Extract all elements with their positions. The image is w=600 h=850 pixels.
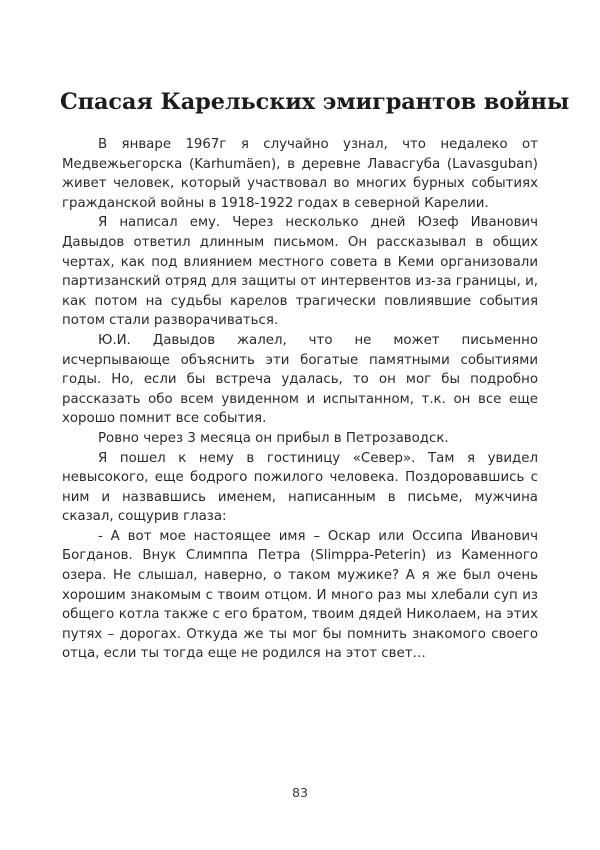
paragraph: Я пошел к нему в гостиницу «Север». Там я увидел невысокого, еще бодрого пожилого человека. Поздоровавшись с ним и назвавшись именем, написанным в письме, мужчина сказал, сощурив глаза: xyxy=(62,450,538,525)
paragraph: Я написал ему. Через несколько дней Юзеф Иванович Давыдов ответил длинным письмом. Он рассказывал в общих чертах, как под влиянием местного совета в Кеми организовали партизанский отряд для защиты от интервентов из-за границы, и, как потом на судьбы карелов трагически повлиявшие события потом стали разворачиваться. xyxy=(62,215,538,329)
paragraph: Ю.И. Давыдов жалел, что не может письменно исчерпывающе объяснить эти богатые памятными событиями годы. Но, если бы встреча удалась, то он мог бы подробно рассказать обо всем увиденном и испытанном, т.к. он все еще хорошо помнит все события. xyxy=(62,332,538,427)
paragraph: - А вот мое настоящее имя – Оскар или Оссипа Иванович Богданов. Внук Слимппа Петра (Slimppa-Peterin) из Каменного озера. Не слышал, наверно, о таком мужике? А я же был очень хорошим знакомым с твоим отцом. И много раз мы хлебали суп из общего котла также с его братом, твоим дядей Николаем, на этих путях – дорогах. Откуда же ты мог бы помнить знакомого своего отца, если ты тогда еще не родился на этот свет… xyxy=(62,528,538,662)
paragraph: В январе 1967г я случайно узнал, что недалеко от Медвежьегорска (Karhumäen), в деревне Лавасгуба (Lavasguban) живет человек, который участвовал во многих бурных событиях гражданской войны в 1918-1922 годах в северной Карелии. xyxy=(62,137,538,211)
paragraph: Ровно через 3 месяца он прибыл в Петрозаводск. xyxy=(98,430,449,446)
body-text-block xyxy=(62,135,538,664)
page-number: 83 xyxy=(291,785,309,800)
page-title: Спасая Карельских эмигрантов войны xyxy=(60,89,570,115)
